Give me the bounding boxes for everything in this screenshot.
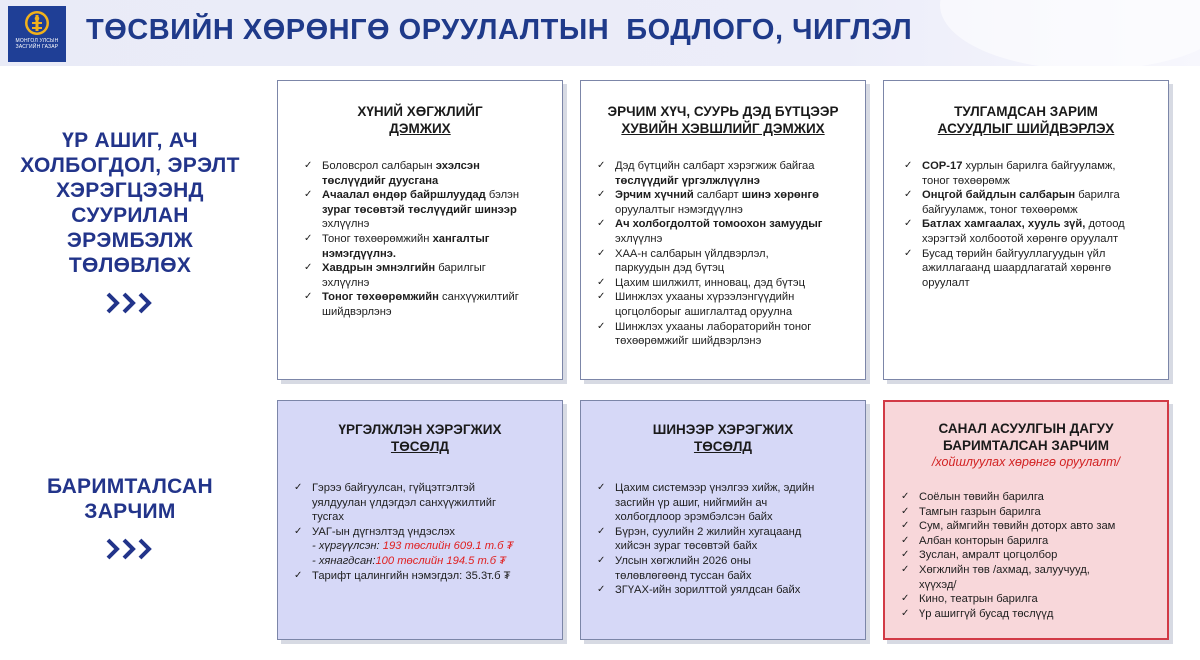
government-logo [8,6,66,62]
card-title [885,420,1167,471]
heading-line: ТӨЛӨВЛӨХ [68,254,192,277]
chevron-right-icon [138,292,154,314]
heading-line: ЗАРЧИМ [84,500,176,523]
logo-text [16,38,59,50]
list-item: ✓ Тоног төхөөрөмжийн хангалтыг нэмэгдүүлнэ. [302,232,558,261]
list-item: ✓ ЗГҮАХ-ийн зорилттой уялдсан байх [595,583,863,598]
card-title-line: ТӨСӨЛД [390,439,450,454]
list-item: ✓ Сум, аймгийн төвийн доторх авто зам [899,519,1167,534]
heading-line: ҮР АШИГ, АЧ [62,129,198,152]
list-item: ✓ Дэд бүтцийн салбарт хэрэгжиж байгаа төслүүдийг үргэлжлүүлнэ [595,159,863,188]
heading-line: СУУРИЛАН [71,204,189,227]
card-title-line: АСУУДЛЫГ ШИЙДВЭРЛЭХ [937,121,1115,136]
card-continuing-projects [277,400,563,640]
list-item: ✓ Соёлын төвийн барилга [899,490,1167,505]
card-title-line: ТӨСӨЛД [693,439,753,454]
list-item: ✓ Шинжлэх ухааны лабораторийн тоног төхөөрөмжийг шийдвэрлэнэ [595,320,863,349]
heading-line: ХЭРЭГЦЭЭНД [56,179,204,202]
list-item: ✓ Батлах хамгаалах, хууль зүй, дотоод хэрэгтэй холбоотой хөрөнгө оруулалт [902,217,1166,246]
list-item: ✓ Үр ашиггүй бусад төслүүд [899,607,1167,622]
card-title-line: ДЭМЖИХ [389,121,451,136]
list-item: ✓ Тоног төхөөрөмжийн санхүүжилтийг шийдвэрлэнэ [302,290,558,319]
card-new-projects [580,400,866,640]
chevron-right-icon [138,538,154,560]
chevron-right-icon [122,538,138,560]
card-energy-infrastructure [580,80,866,380]
card-title [581,421,865,455]
list-item: ✓ Онцгой байдлын салбарын барилга байгууламж, тоног төхөөрөмж [902,188,1166,217]
chevron-right-icon [122,292,138,314]
principles-heading [47,474,213,524]
card-survey-principles [883,400,1169,640]
list-item: ✓ Ач холбогдолтой томоохон замуудыг эхлүүлнэ [595,217,863,246]
card-title-line: ХУВИЙН ХЭВШЛИЙГ ДЭМЖИХ [621,121,825,136]
card-title-line: ШИНЭЭР ХЭРЭГЖИХ [652,422,794,437]
list-item: ✓ COP-17 хурлын барилга байгууламж, тоног төхөөрөмж [902,159,1166,188]
heading-line: ЭРЭМБЭЛЖ [66,229,194,252]
card-title [278,103,562,137]
heading-line: БАРИМТАЛСАН [47,475,213,498]
list-item: ✓ Хөгжлийн төв /ахмад, залуучууд, хүүхэд/ [899,563,1167,592]
list-item: ✓ Цахим шилжилт, инновац, дэд бүтэц [595,276,863,291]
list-item: ✓ Гэрээ байгуулсан, гүйцэтгэлтэй уялдуулан үлдэгдэл санхүүжилтийг тусгах [292,481,558,525]
card-list [595,481,863,598]
card-title-line: ХҮНИЙ ХӨГЖЛИЙГ [357,104,483,119]
list-item: ✓ Бүрэн, суулийн 2 жилийн хугацаанд хийсэн зураг төсөвтэй байх [595,525,863,554]
list-item: ✓ Улсын хөгжлийн 2026 оны төлөвлөгөөнд туссан байх [595,554,863,583]
card-title [581,103,865,137]
card-list [302,159,558,320]
card-title-line: ТУЛГАМДСАН ЗАРИМ [954,104,1098,119]
header-decoration [940,0,1200,70]
list-item: ✓ УАГ-ын дүгнэлтэд үндэслэх - хүргүүлсэн: 193 төслийн 609.1 т.б ₮ - хянагдсан:100 төслийн 194.5 т.б ₮ [292,525,558,569]
card-list [595,159,863,349]
list-item: ✓ Эрчим хүчний салбарт шинэ хөрөнгө оруулалтыг нэмэгдүүлнэ [595,188,863,217]
list-item: ✓ Хавдрын эмнэлгийн барилгыг эхлүүлнэ [302,261,558,290]
list-item: ✓ Зуслан, амралт цогцолбор [899,548,1167,563]
chevron-right-icon [106,538,122,560]
heading-line: ХОЛБОГДОЛ, ЭРЭЛТ [20,154,240,177]
card-list [902,159,1166,290]
priorities-heading [20,128,239,278]
card-subtitle: /хойшлуулах хөрөнгө оруулалт/ [931,455,1121,469]
left-heading-priorities [0,128,260,314]
card-title [278,421,562,455]
chevron-right-icon [106,292,122,314]
card-list [292,481,558,583]
left-heading-principles [0,474,260,560]
list-item: ✓ Шинжлэх ухааны хүрээлэнгүүдийн цогцолборыг ашиглалтад оруулна [595,290,863,319]
card-title-line: ЭРЧИМ ХҮЧ, СУУРЬ ДЭД БҮТЦЭЭР [607,104,839,119]
list-item: ✓ ХАА-н салбарын үйлдвэрлэл, паркуудын дэд бүтэц [595,247,863,276]
card-title-line: БАРИМТАЛСАН ЗАРЧИМ [943,438,1109,453]
list-item: ✓ Албан конторын барилга [899,534,1167,549]
list-item: ✓ Тарифт цалингийн нэмэгдэл: 35.3т.б ₮ [292,569,558,584]
list-item: ✓ Кино, театрын барилга [899,592,1167,607]
list-item: ✓ Цахим системээр үнэлгээ хийж, эдийн засгийн үр ашиг, нийгмийн ач холбогдлоор эрэмбэлсэн байх [595,481,863,525]
logo-text-line: МОНГОЛ УЛСЫН [15,38,59,44]
triple-chevron [106,292,154,314]
card-list [899,490,1167,621]
triple-chevron [106,538,154,560]
card-title [884,103,1168,137]
list-item: ✓ Ачаалал өндөр байршлуудад бэлэн зураг төсөвтэй төслүүдийг шинээр эхлүүлнэ [302,188,558,232]
page-title: ТӨСВИЙН ХӨРӨНГӨ ОРУУЛАЛТЫН БОДЛОГО, ЧИГЛЭЛ [86,14,913,46]
list-item: ✓ Боловсрол салбарын эхэлсэн төслүүдийг дуусгана [302,159,558,188]
card-title-line: САНАЛ АСУУЛГЫН ДАГУУ [938,421,1114,436]
card-title-line: ҮРГЭЛЖЛЭН ХЭРЭГЖИХ [338,422,502,437]
card-human-development [277,80,563,380]
list-item: ✓ Бусад төрийн байгууллагуудын үйл ажиллагаанд шаардлагатай хөрөнгө оруулалт [902,247,1166,291]
card-urgent-issues [883,80,1169,380]
list-item: ✓ Тамгын газрын барилга [899,505,1167,520]
emblem-icon [24,10,50,36]
logo-text-line: ЗАСГИЙН ГАЗАР [15,44,59,50]
